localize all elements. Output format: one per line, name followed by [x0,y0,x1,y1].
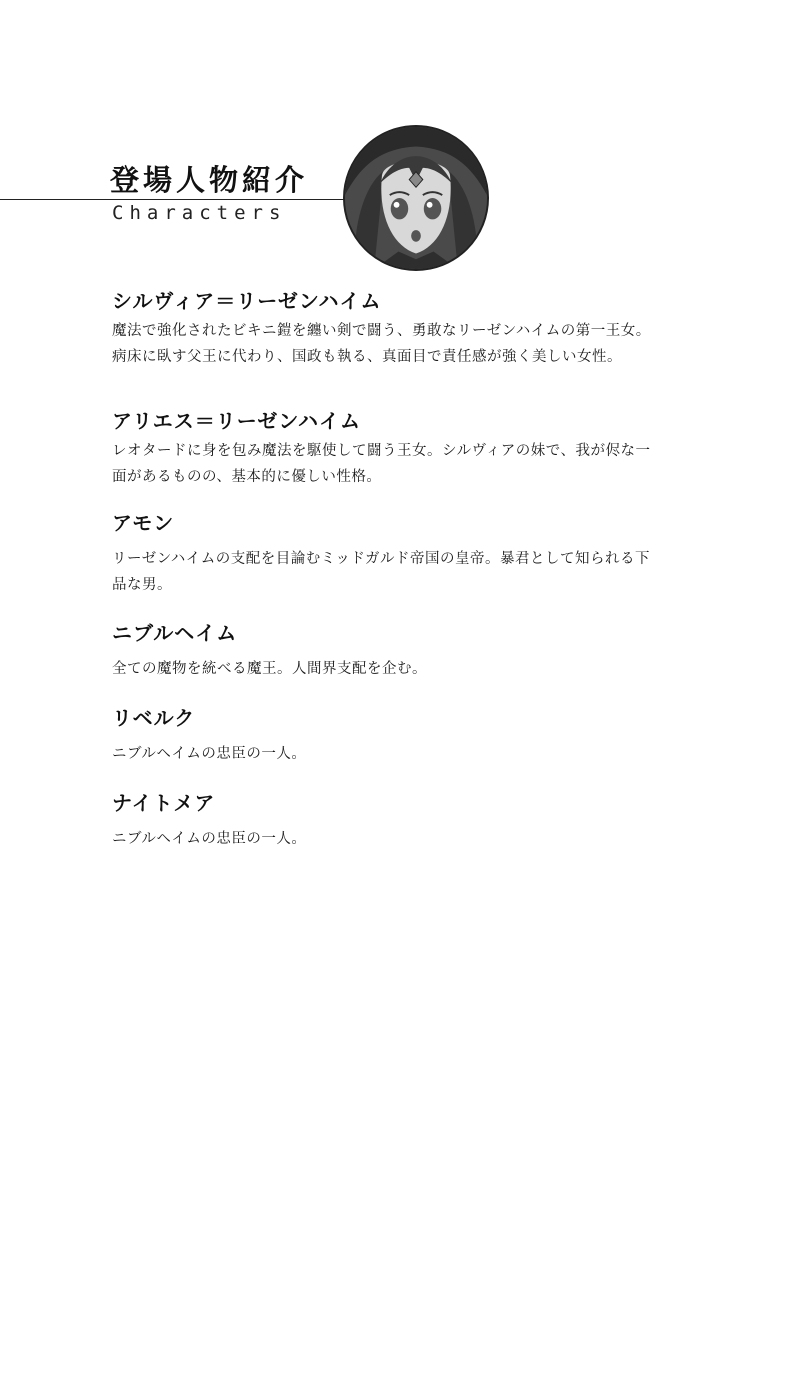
page-title: 登場人物紹介 [110,163,309,197]
character-name: アリエス＝リーゼンハイム [112,409,361,433]
character-entry-liberk [112,705,652,767]
character-description: レオタードに身を包み魔法を駆使して闘う王女。シルヴィアの妹で、我が侭な一面があるものの、基本的に優しい性格。 [112,443,651,485]
character-entry-aries [112,408,652,490]
character-name: シルヴィア＝リーゼンハイム [112,289,382,313]
character-name: ニブルヘイム [112,621,238,645]
character-name: リベルク [112,706,196,730]
character-entry-sylvia [112,288,652,370]
character-description: リーゼンハイムの支配を目論むミッドガルド帝国の皇帝。暴君として知られる下品な男。 [112,551,650,593]
page-subtitle: Characters [112,202,287,224]
character-entry-niflheim [112,620,652,682]
character-entry-nightmare [112,790,652,852]
character-description: ニブルヘイムの忠臣の一人。 [112,831,307,847]
character-description: ニブルヘイムの忠臣の一人。 [112,746,307,762]
character-name: アモン [112,511,175,535]
character-description: 全ての魔物を統べる魔王。人間界支配を企む。 [112,661,427,677]
character-description: 魔法で強化されたビキニ鎧を纏い剣で闘う、勇敢なリーゼンハイムの第一王女。病床に臥す父王に代わり、国政も執る、真面目で責任感が強く美しい女性。 [112,323,651,365]
character-portrait-icon [343,125,489,271]
title-divider [0,199,352,200]
character-entry-amon [112,510,652,598]
character-name: ナイトメア [112,791,216,815]
